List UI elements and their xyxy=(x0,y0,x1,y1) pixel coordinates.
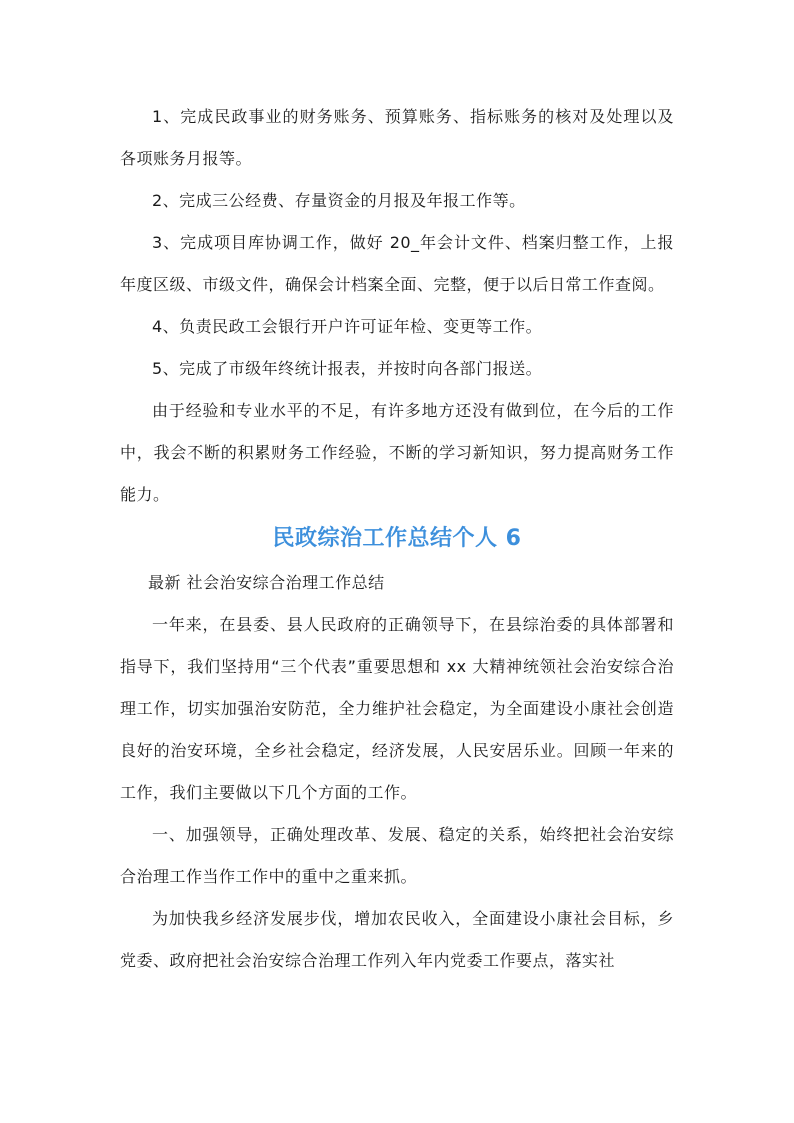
paragraph-conclusion: 由于经验和专业水平的不足，有许多地方还没有做到位，在今后的工作中，我会不断的积累财务工作经验，不断的学习新知识，努力提高财务工作能力。 xyxy=(120,401,674,504)
paragraph-item-1: 1、完成民政事业的财务账务、预算账务、指标账务的核对及处理以及各项账务月报等。 xyxy=(120,107,674,168)
paragraph-intro: 一年来，在县委、县人民政府的正确领导下，在县综治委的具体部署和指导下，我们坚持用“三个代表”重要思想和 xx 大精神统领社会治安综合治理工作，切实加强治安防范，全力维护社会稳定，为全面建设小康社会创造良好的治安环境，全乡社会稳定，经济发展，人民安居乐业。回顾一年来的工作，我们主要做以下几个方面的工作。 xyxy=(120,615,674,802)
paragraph-item-5: 5、完成了市级年终统计报表，并按时向各部门报送。 xyxy=(152,359,543,378)
section-title: 民政综治工作总结个人 6 xyxy=(272,526,522,551)
paragraph-item-3: 3、完成项目库协调工作，做好 20_年会计文件、档案归整工作，上报年度区级、市级文件，确保会计档案全面、完整，便于以后日常工作查阅。 xyxy=(120,233,674,294)
paragraph-item-4: 4、负责民政工会银行开户许可证年检、变更等工作。 xyxy=(152,317,543,336)
section-subtitle: 最新 社会治安综合治理工作总结 xyxy=(148,573,385,592)
paragraph-item-2: 2、完成三公经费、存量资金的月报及年报工作等。 xyxy=(152,191,526,210)
paragraph-point-1: 一、加强领导，正确处理改革、发展、稳定的关系，始终把社会治安综合治理工作当作工作中的重中之重来抓。 xyxy=(120,825,674,886)
paragraph-continuation: 为加快我乡经济发展步伐，增加农民收入，全面建设小康社会目标，乡党委、政府把社会治安综合治理工作列入年内党委工作要点，落实社 xyxy=(120,909,674,970)
